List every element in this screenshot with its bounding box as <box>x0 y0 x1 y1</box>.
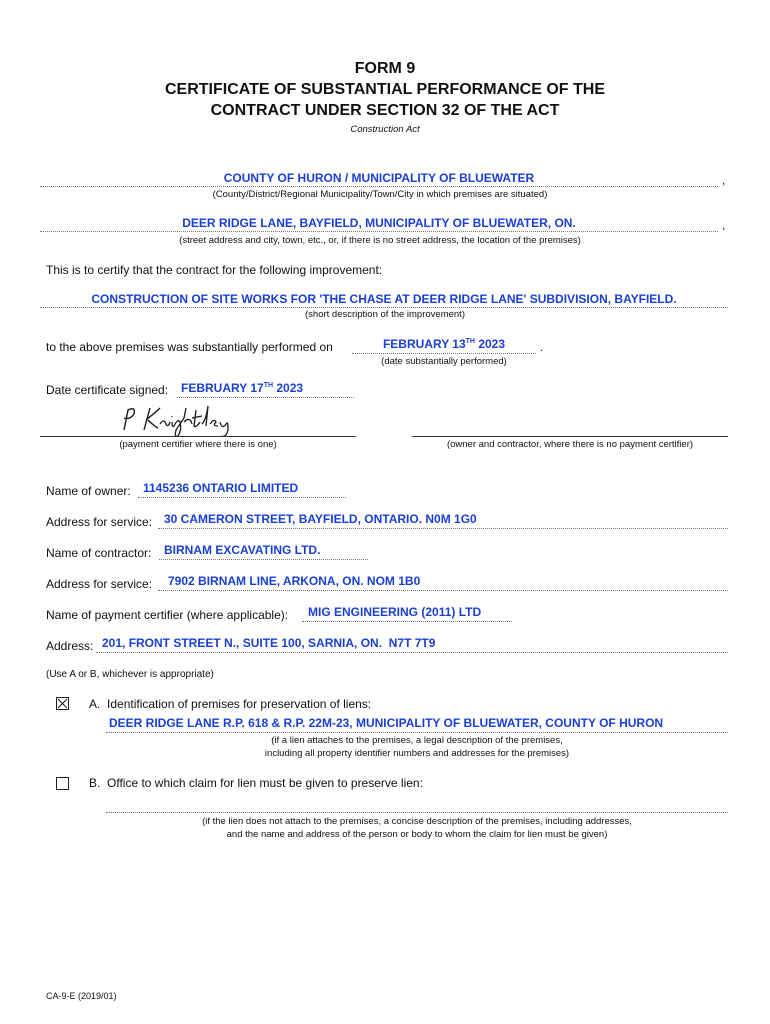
certifier-label: Name of payment certifier (where applicable): <box>46 608 289 622</box>
performed-date-value: FEBRUARY 13TH 2023 <box>382 337 506 351</box>
municipality-comma: , <box>722 173 726 187</box>
performed-label: to the above premises was substantially performed on <box>46 340 333 354</box>
certifier-value: MIG ENGINEERING (2011) LTD <box>308 605 482 619</box>
improvement-caption: (short description of the improvement) <box>305 309 465 320</box>
certifier-address-value: 201, FRONT STREET N., SUITE 100, SARNIA, ON. N7T 7T9 <box>102 636 436 650</box>
street-address-comma: , <box>722 218 726 232</box>
option-b-label: B. Office to which claim for lien must be given to preserve lien: <box>89 776 423 790</box>
form-code: CA-9-E (2019/01) <box>46 991 117 1001</box>
option-a-checkbox[interactable] <box>56 697 69 710</box>
improvement-field[interactable] <box>40 291 728 308</box>
option-a-value: DEER RIDGE LANE R.P. 618 & R.P. 22M-23, MUNICIPALITY OF BLUEWATER, COUNTY OF HURON <box>109 716 664 730</box>
improvement-value: CONSTRUCTION OF SITE WORKS FOR 'THE CHASE AT DEER RIDGE LANE' SUBDIVISION, BAYFIELD. <box>91 292 677 306</box>
signed-date-value: FEBRUARY 17TH 2023 <box>181 381 304 395</box>
municipality-field[interactable] <box>40 170 718 187</box>
option-a-field[interactable] <box>106 716 728 733</box>
form-title-line1: CERTIFICATE OF SUBSTANTIAL PERFORMANCE OF THE <box>165 81 605 98</box>
option-b-caption-line2: and the name and address of the person or body to whom the claim for lien must be given) <box>226 829 608 840</box>
owner-contractor-signature-line[interactable] <box>412 435 728 437</box>
contractor-value: BIRNAM EXCAVATING LTD. <box>164 543 321 557</box>
option-b-checkbox[interactable] <box>56 777 69 790</box>
act-name: Construction Act <box>350 124 420 135</box>
use-note: (Use A or B, whichever is appropriate) <box>46 669 214 680</box>
option-a-caption-line1: (if a lien attaches to the premises, a legal description of the premises, <box>271 735 563 746</box>
payment-certifier-caption: (payment certifier where there is one) <box>119 439 277 450</box>
performed-period: . <box>540 340 544 354</box>
street-address-caption: (street address and city, town, etc., or, if there is no street address, the location of the premises) <box>179 235 581 246</box>
owner-address-field[interactable] <box>158 512 728 529</box>
option-b-caption-line1: (if the lien does not attach to the premises, a concise description of the premises, including addresses, <box>202 816 632 827</box>
street-address-value: DEER RIDGE LANE, BAYFIELD, MUNICIPALITY OF BLUEWATER, ON. <box>182 216 576 230</box>
municipality-value: COUNTY OF HURON / MUNICIPALITY OF BLUEWATER <box>223 171 535 185</box>
contractor-address-field[interactable] <box>158 574 728 591</box>
owner-address-value: 30 CAMERON STREET, BAYFIELD, ONTARIO. N0M 1G0 <box>164 512 477 526</box>
form-number: FORM 9 <box>354 60 416 77</box>
option-a-label: A. Identification of premises for preservation of liens: <box>89 697 372 711</box>
contractor-address-label: Address for service: <box>46 577 153 591</box>
owner-label: Name of owner: <box>46 484 131 498</box>
handwritten-signature <box>110 400 250 440</box>
payment-certifier-signature-line[interactable] <box>40 435 356 437</box>
signed-label: Date certificate signed: <box>46 383 169 397</box>
municipality-caption: (County/District/Regional Municipality/Town/City in which premises are situated) <box>212 189 548 200</box>
owner-field[interactable] <box>138 481 346 498</box>
option-b-field[interactable] <box>106 798 728 813</box>
certifier-field[interactable] <box>302 605 512 622</box>
signed-date-field[interactable] <box>177 380 354 398</box>
street-address-field[interactable] <box>40 215 718 232</box>
owner-contractor-caption: (owner and contractor, where there is no payment certifier) <box>446 439 694 450</box>
certify-text: This is to certify that the contract for the following improvement: <box>46 263 383 277</box>
owner-value: 1145236 ONTARIO LIMITED <box>143 481 299 495</box>
option-a-caption-line2: including all property identifier numbers and addresses for the premises) <box>264 748 570 759</box>
contractor-label: Name of contractor: <box>46 546 152 560</box>
performed-caption: (date substantially performed) <box>381 356 507 367</box>
performed-date-field[interactable] <box>352 337 536 354</box>
owner-address-label: Address for service: <box>46 515 153 529</box>
form-title-line2: CONTRACT UNDER SECTION 32 OF THE ACT <box>210 102 560 119</box>
contractor-address-value: 7902 BIRNAM LINE, ARKONA, ON. NOM 1B0 <box>168 574 421 588</box>
checkmark-x-icon <box>57 698 68 709</box>
contractor-field[interactable] <box>159 543 368 560</box>
certifier-address-field[interactable] <box>96 636 728 653</box>
certifier-address-label: Address: <box>46 639 94 653</box>
